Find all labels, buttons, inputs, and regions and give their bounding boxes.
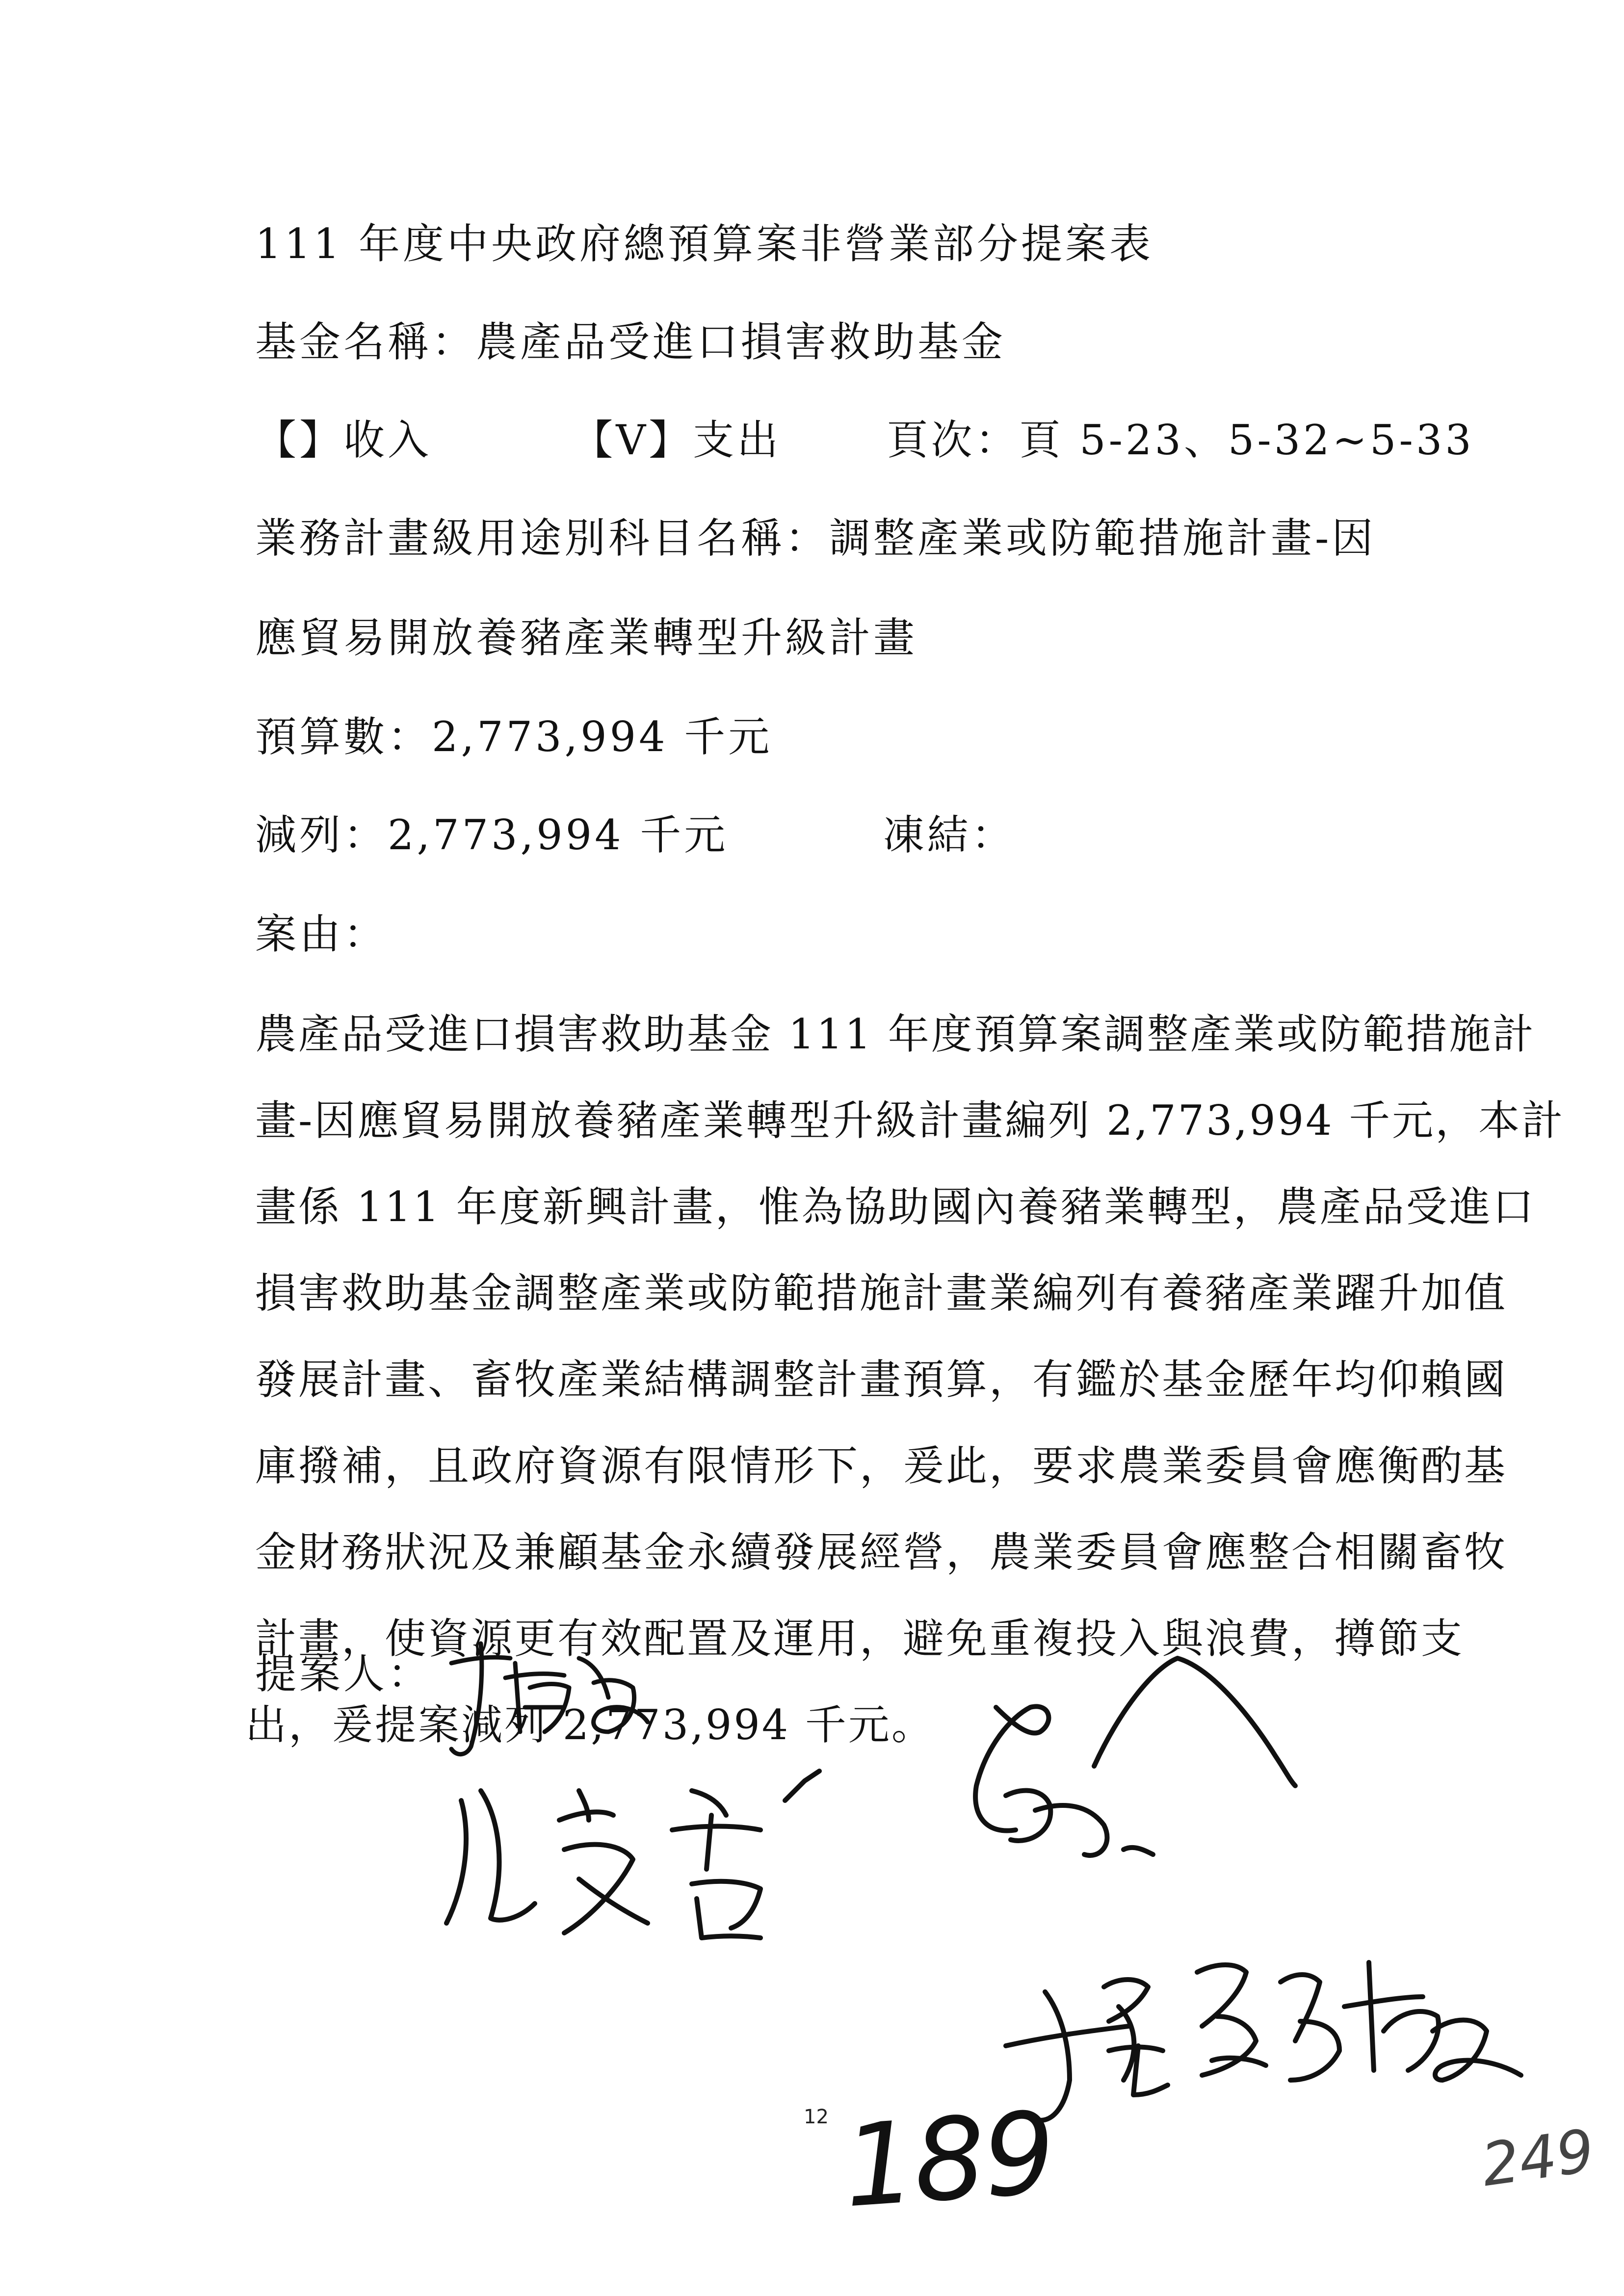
signature-3: [957, 1648, 1349, 1923]
expense-checkbox-label: 【V】支出: [572, 416, 782, 464]
reason-line: 畫係 111 年度新興計畫，惟為協助國內養豬業轉型，農產品受進口: [255, 1183, 1536, 1231]
subject-line-2: 應貿易開放養豬產業轉型升級計畫: [255, 614, 918, 662]
page-reference: 頁次：頁 5-23、5-32~5-33: [887, 416, 1474, 464]
budget-amount: 預算數：2,773,994 千元: [255, 713, 773, 761]
reduction-line: [255, 811, 1016, 859]
reason-line: 畫-因應貿易開放養豬產業轉型升級計畫編列 2,773,994 千元，本計: [255, 1096, 1565, 1145]
signature-4: [991, 1933, 1555, 2139]
handwritten-number: 189: [839, 2087, 1058, 2233]
proposer-label: 提案人：: [255, 1650, 432, 1698]
handwritten-corner-number: 249: [1477, 2116, 1598, 2200]
reason-line: 庫撥補，且政府資源有限情形下，爰此，要求農業委員會應衡酌基: [255, 1442, 1508, 1490]
reason-line: 出，爰提案減列 2,773,994 千元。: [245, 1701, 935, 1749]
signature-1: [432, 1634, 657, 1771]
reason-label: 案由：: [255, 910, 388, 958]
document-title: 111 年度中央政府總預算案非營業部分提案表: [255, 220, 1154, 268]
reason-line: 農產品受進口損害救助基金 111 年度預算案調整產業或防範措施計: [255, 1010, 1536, 1058]
fund-name-line: [255, 318, 1006, 366]
reason-line: 發展計畫、畜牧產業結構調整計畫預算，有鑑於基金歷年均仰賴國: [255, 1356, 1508, 1404]
page-number: 12: [804, 2106, 829, 2128]
fund-name: 農產品受進口損害救助基金: [476, 318, 1006, 366]
freeze-label: 凍結：: [883, 811, 1016, 859]
reason-line: 計畫，使資源更有效配置及運用，避免重複投入與浪費，撙節支: [255, 1615, 1465, 1663]
subject-line-1: 業務計畫級用途別科目名稱：調整產業或防範措施計畫-因: [255, 514, 1376, 562]
reason-line: 損害救助基金調整產業或防範措施計畫業編列有養豬產業躍升加值: [255, 1269, 1508, 1317]
signature-2: [417, 1761, 859, 1948]
reason-line: 金財務狀況及兼顧基金永續發展經營，農業委員會應整合相關畜牧: [255, 1528, 1508, 1576]
reduction-amount: 減列：2,773,994 千元: [255, 811, 729, 859]
category-line: [255, 416, 1474, 464]
income-checkbox-label: 【】收入: [255, 416, 432, 464]
fund-label: 基金名稱：: [255, 318, 476, 366]
